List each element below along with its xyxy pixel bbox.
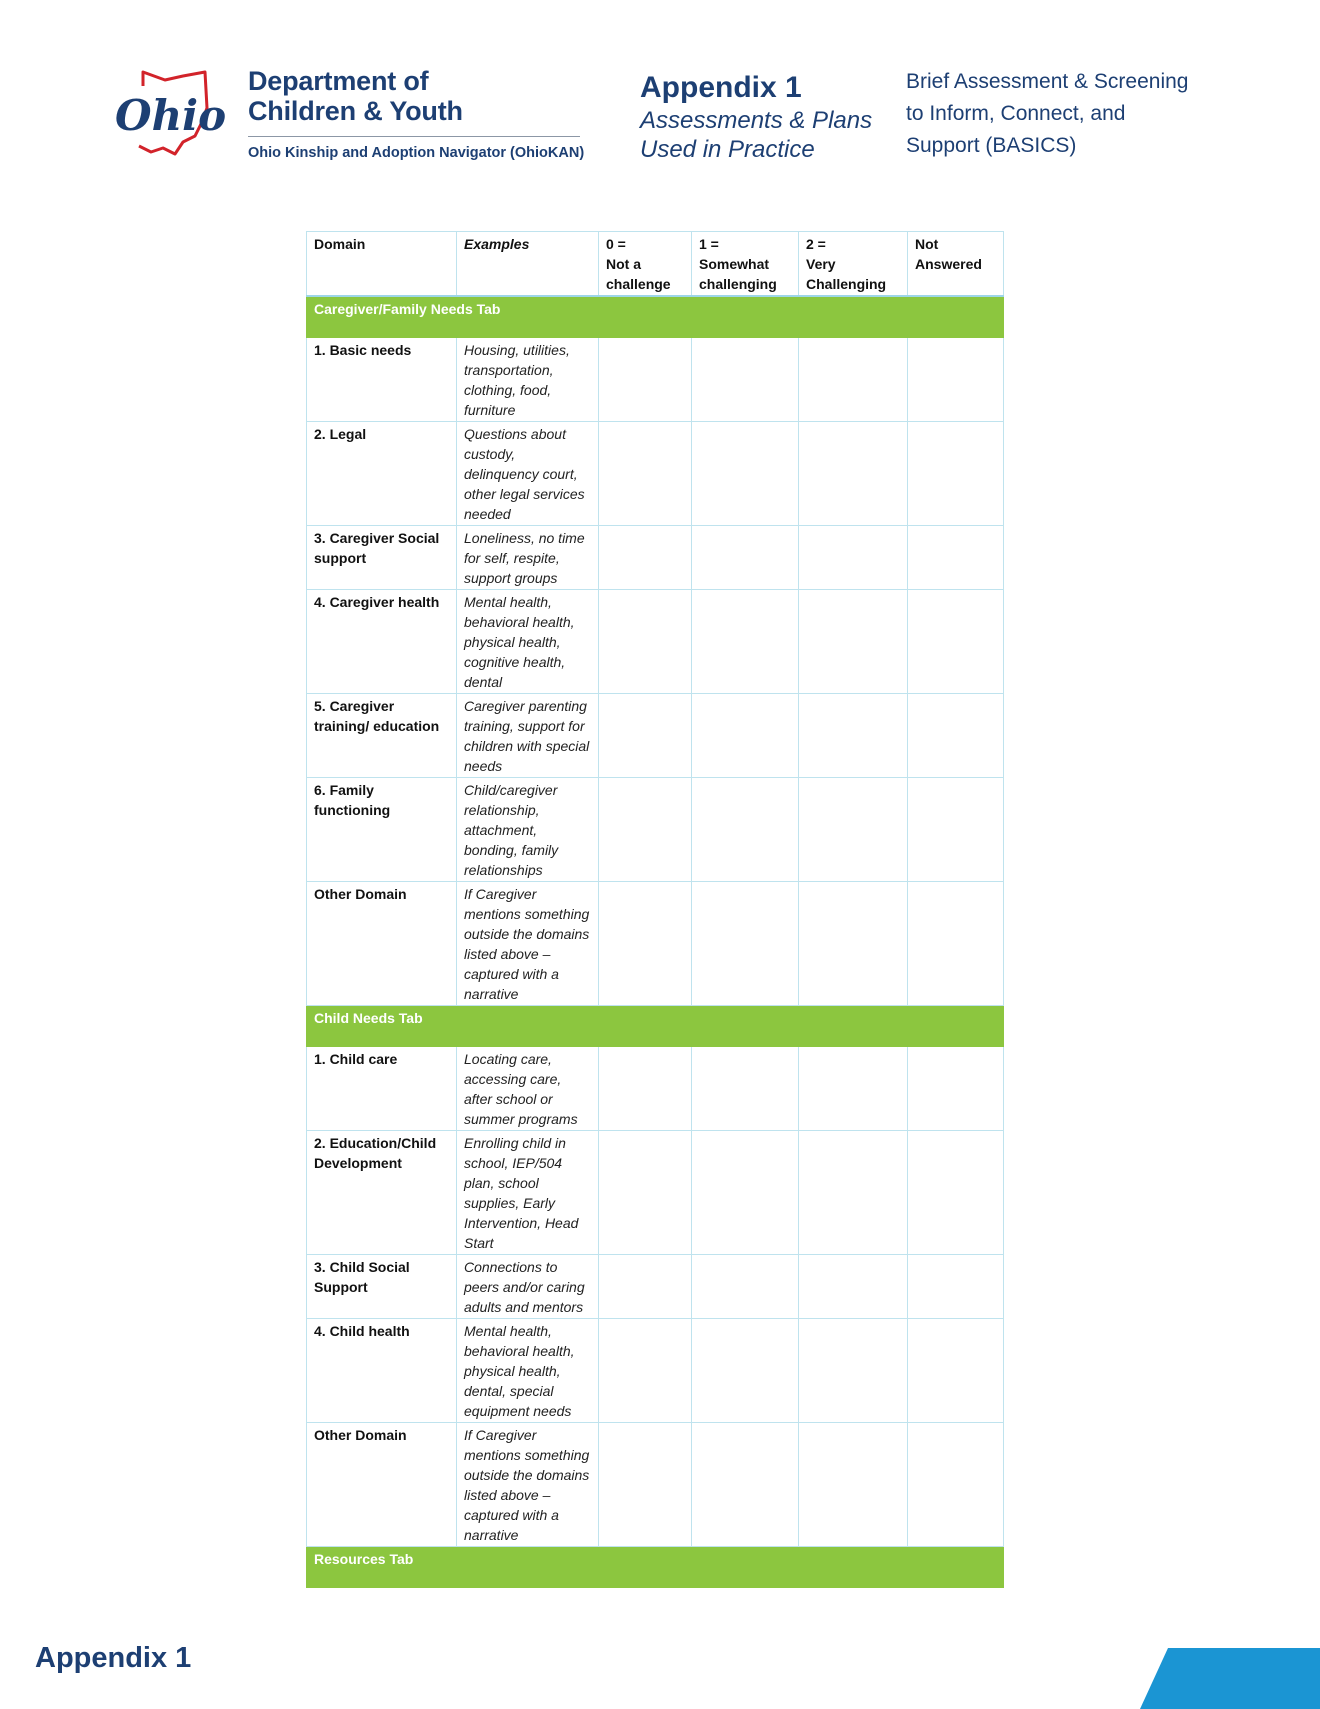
tool-name-line3: Support (BASICS) — [906, 134, 1077, 157]
ohio-script-text: Ohio — [115, 91, 227, 140]
examples-cell: Connections to peers and/or caring adults and mentors — [457, 1255, 599, 1319]
header-col-rating-0 — [599, 232, 692, 297]
domain-cell: 5. Caregiver training/ education — [307, 694, 457, 778]
rating-1-cell[interactable] — [692, 1047, 799, 1131]
section-header-row — [307, 1547, 1004, 1588]
section-title: Caregiver/Family Needs Tab — [307, 296, 1004, 338]
table-row — [307, 422, 1004, 526]
domain-cell: 2. Legal — [307, 422, 457, 526]
header-divider — [248, 136, 580, 137]
domain-cell: 1. Child care — [307, 1047, 457, 1131]
header-col-not-answered — [908, 232, 1004, 297]
section-header-row — [307, 296, 1004, 338]
appendix-heading — [640, 70, 872, 164]
header-label-line: Not a — [606, 256, 641, 272]
appendix-title: Appendix 1 — [640, 71, 802, 104]
not-answered-cell[interactable] — [908, 1423, 1004, 1547]
header-label-line: Examples — [464, 236, 530, 252]
rating-2-cell[interactable] — [799, 882, 908, 1006]
domain-cell: 4. Child health — [307, 1319, 457, 1423]
rating-1-cell[interactable] — [692, 526, 799, 590]
not-answered-cell[interactable] — [908, 590, 1004, 694]
rating-0-cell[interactable] — [599, 1131, 692, 1255]
header-label-line: 1 = — [699, 236, 719, 252]
table-row — [307, 778, 1004, 882]
domain-cell: 6. Family functioning — [307, 778, 457, 882]
header-label-line: 0 = — [606, 236, 626, 252]
header-col-rating-1 — [692, 232, 799, 297]
rating-2-cell[interactable] — [799, 694, 908, 778]
not-answered-cell[interactable] — [908, 778, 1004, 882]
examples-cell: Caregiver parenting training, support for children with special needs — [457, 694, 599, 778]
rating-1-cell[interactable] — [692, 882, 799, 1006]
tool-name — [906, 66, 1206, 162]
table-header-row — [307, 232, 1004, 297]
rating-0-cell[interactable] — [599, 694, 692, 778]
org-name-line1: Department of — [248, 66, 429, 96]
table-row — [307, 694, 1004, 778]
header-col-examples — [457, 232, 599, 297]
rating-2-cell[interactable] — [799, 1319, 908, 1423]
domain-cell: 3. Caregiver Social support — [307, 526, 457, 590]
header-label-line: Not — [915, 236, 939, 252]
header-col-rating-2 — [799, 232, 908, 297]
table-row — [307, 1131, 1004, 1255]
tool-name-line1: Brief Assessment & Screening — [906, 70, 1189, 93]
not-answered-cell[interactable] — [908, 882, 1004, 1006]
header-label-line: challenge — [606, 276, 671, 292]
header-col-domain — [307, 232, 457, 297]
org-name-line2: Children & Youth — [248, 96, 463, 126]
rating-2-cell[interactable] — [799, 590, 908, 694]
table-row — [307, 1319, 1004, 1423]
rating-2-cell[interactable] — [799, 422, 908, 526]
section-header-row — [307, 1006, 1004, 1047]
rating-1-cell[interactable] — [692, 694, 799, 778]
table-body — [307, 296, 1004, 1588]
rating-0-cell[interactable] — [599, 1423, 692, 1547]
appendix-subtitle-line2: Used in Practice — [640, 136, 815, 163]
assessment-table — [306, 231, 1004, 1588]
rating-2-cell[interactable] — [799, 1423, 908, 1547]
rating-0-cell[interactable] — [599, 338, 692, 422]
not-answered-cell[interactable] — [908, 338, 1004, 422]
rating-0-cell[interactable] — [599, 778, 692, 882]
rating-1-cell[interactable] — [692, 1131, 799, 1255]
table-row — [307, 590, 1004, 694]
rating-2-cell[interactable] — [799, 778, 908, 882]
header-label-line: Somewhat — [699, 256, 770, 272]
examples-cell: Loneliness, no time for self, respite, support groups — [457, 526, 599, 590]
header-label-line: challenging — [699, 276, 777, 292]
footer-accent-shape — [1140, 1648, 1320, 1709]
header-label-line: Challenging — [806, 276, 887, 292]
table-row — [307, 1255, 1004, 1319]
rating-0-cell[interactable] — [599, 882, 692, 1006]
not-answered-cell[interactable] — [908, 1047, 1004, 1131]
examples-cell: Housing, utilities, transportation, clothing, food, furniture — [457, 338, 599, 422]
not-answered-cell[interactable] — [908, 694, 1004, 778]
ohio-state-outline-icon — [113, 68, 233, 164]
rating-2-cell[interactable] — [799, 1047, 908, 1131]
org-name — [248, 66, 463, 126]
examples-cell: Locating care, accessing care, after school or summer programs — [457, 1047, 599, 1131]
examples-cell: Enrolling child in school, IEP/504 plan, school supplies, Early Intervention, Head Start — [457, 1131, 599, 1255]
rating-0-cell[interactable] — [599, 1047, 692, 1131]
examples-cell: Child/caregiver relationship, attachment, bonding, family relationships — [457, 778, 599, 882]
tool-name-line2: to Inform, Connect, and — [906, 102, 1126, 125]
rating-0-cell[interactable] — [599, 1319, 692, 1423]
table-row — [307, 1423, 1004, 1547]
appendix-subtitle-line1: Assessments & Plans — [640, 107, 873, 134]
rating-1-cell[interactable] — [692, 1255, 799, 1319]
footer-appendix-title: Appendix 1 — [35, 1642, 192, 1674]
table-row — [307, 526, 1004, 590]
org-subtitle: Ohio Kinship and Adoption Navigator (OhioKAN) — [248, 145, 585, 161]
examples-cell: Mental health, behavioral health, physical health, cognitive health, dental — [457, 590, 599, 694]
rating-1-cell[interactable] — [692, 778, 799, 882]
header-label-line: 2 = — [806, 236, 826, 252]
section-title: Child Needs Tab — [307, 1006, 1004, 1047]
rating-0-cell[interactable] — [599, 590, 692, 694]
not-answered-cell[interactable] — [908, 1319, 1004, 1423]
examples-cell: Questions about custody, delinquency court, other legal services needed — [457, 422, 599, 526]
rating-0-cell[interactable] — [599, 1255, 692, 1319]
examples-cell: If Caregiver mentions something outside the domains listed above – captured with a narrative — [457, 882, 599, 1006]
rating-2-cell[interactable] — [799, 526, 908, 590]
table-row — [307, 882, 1004, 1006]
rating-0-cell[interactable] — [599, 422, 692, 526]
domain-cell: 2. Education/Child Development — [307, 1131, 457, 1255]
section-title: Resources Tab — [307, 1547, 1004, 1588]
table-row — [307, 1047, 1004, 1131]
domain-cell: 4. Caregiver health — [307, 590, 457, 694]
examples-cell: If Caregiver mentions something outside the domains listed above – captured with a narrative — [457, 1423, 599, 1547]
header-label-line: Domain — [314, 236, 366, 252]
rating-1-cell[interactable] — [692, 422, 799, 526]
domain-cell: Other Domain — [307, 882, 457, 1006]
not-answered-cell[interactable] — [908, 1255, 1004, 1319]
domain-cell: 1. Basic needs — [307, 338, 457, 422]
domain-cell: Other Domain — [307, 1423, 457, 1547]
ohio-logo — [113, 68, 233, 164]
not-answered-cell[interactable] — [908, 1131, 1004, 1255]
not-answered-cell[interactable] — [908, 526, 1004, 590]
domain-cell: 3. Child Social Support — [307, 1255, 457, 1319]
examples-cell: Mental health, behavioral health, physical health, dental, special equipment needs — [457, 1319, 599, 1423]
rating-2-cell[interactable] — [799, 1255, 908, 1319]
rating-0-cell[interactable] — [599, 526, 692, 590]
not-answered-cell[interactable] — [908, 422, 1004, 526]
rating-2-cell[interactable] — [799, 1131, 908, 1255]
rating-1-cell[interactable] — [692, 590, 799, 694]
rating-2-cell[interactable] — [799, 338, 908, 422]
rating-1-cell[interactable] — [692, 1423, 799, 1547]
header-label-line: Very — [806, 256, 836, 272]
table-row — [307, 338, 1004, 422]
rating-1-cell[interactable] — [692, 1319, 799, 1423]
header-label-line: Answered — [915, 256, 982, 272]
rating-1-cell[interactable] — [692, 338, 799, 422]
